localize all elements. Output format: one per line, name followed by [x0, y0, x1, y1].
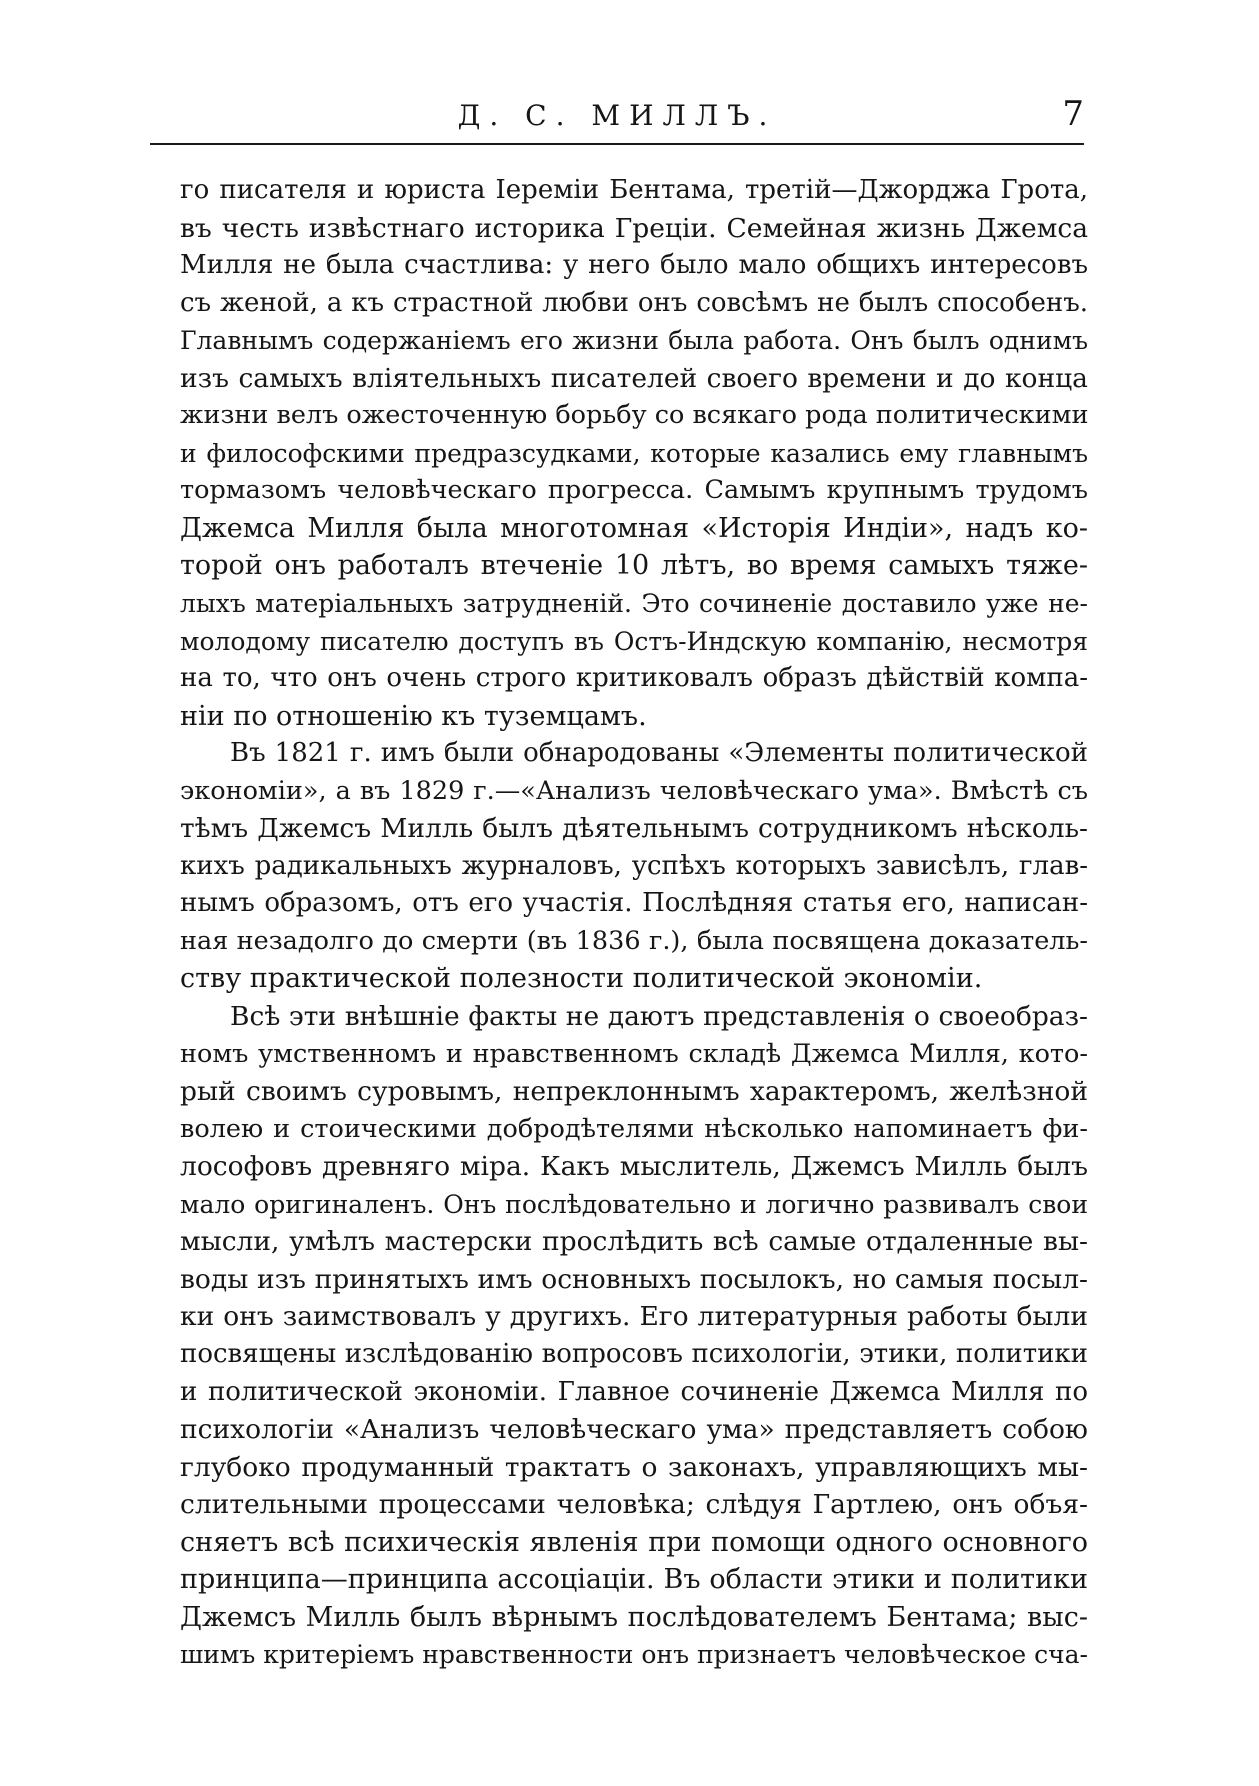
text-line: лософовъ древняго міра. Какъ мыслитель, Джемсъ Милль былъ — [180, 1151, 1088, 1183]
text-line: го писателя и юриста Іереміи Бентама, третій—Джорджа Грота, — [180, 175, 1088, 205]
page-number: 7 — [1062, 94, 1084, 134]
body-text — [180, 172, 1088, 1674]
text-line: слительными процессами человѣка; слѣдуя Гартлею, онъ объя- — [180, 1489, 1088, 1521]
text-line: ніи по отношенію къ туземцамъ. — [180, 700, 647, 732]
text-line: ки онъ заимствовалъ у другихъ. Его литературныя работы были — [180, 1301, 1088, 1333]
text-line: лыхъ матеріальныхъ затрудненій. Это сочиненіе доставило уже не- — [180, 589, 1088, 619]
text-line: на то, что онъ очень строго критиковалъ образъ дѣйствій компа- — [180, 663, 1088, 694]
text-line: посвящены изслѣдованію вопросовъ психологіи, этики, политики — [180, 1338, 1088, 1369]
text-line: нымъ образомъ, отъ его участія. Послѣдняя статья его, написан- — [180, 888, 1088, 919]
text-line: молодому писателю доступъ въ Остъ-Индскую компанію, несмотря — [180, 626, 1088, 656]
text-line: шимъ критеріемъ нравственности онъ признаетъ человѣческое сча- — [180, 1640, 1088, 1670]
text-line: мысли, умѣлъ мастерски прослѣдить всѣ самые отдаленные вы- — [180, 1226, 1088, 1258]
text-line: торой онъ работалъ втеченіе 10 лѣтъ, во время самыхъ тяже- — [180, 550, 1088, 582]
text-line: Джемса Милля была многотомная «Исторія Индіи», надъ ко- — [180, 512, 1088, 544]
paragraph-1 — [180, 172, 1088, 735]
text-line: Всѣ эти внѣшніе факты не даютъ представленія о своеобраз- — [230, 1001, 1088, 1033]
text-line: кихъ радикальныхъ журналовъ, успѣхъ которыхъ зависѣлъ, глав- — [180, 850, 1088, 881]
text-line: въ честь извѣстнаго историка Греціи. Семейная жизнь Джемса — [180, 212, 1088, 244]
text-line: мало оригиналенъ. Онъ послѣдовательно и логично развивалъ свои — [180, 1189, 1088, 1219]
text-line: экономіи», а въ 1829 г.—«Анализъ человѣческаго ума». Вмѣстѣ съ — [180, 775, 1088, 806]
text-line: жизни велъ ожесточенную борьбу со всякаго рода политическими — [180, 400, 1088, 431]
text-line: и философскими предразсудками, которые казались ему главнымъ — [180, 438, 1088, 468]
text-line: тѣмъ Джемсъ Милль былъ дѣятельнымъ сотрудникомъ нѣсколь- — [180, 813, 1088, 845]
text-line: рый своимъ суровымъ, непреклоннымъ характеромъ, желѣзной — [180, 1076, 1088, 1108]
text-line: принципа—принципа ассоціаціи. Въ области этики и политики — [180, 1564, 1088, 1596]
text-line: глубоко продуманный трактатъ о законахъ, управляющихъ мы- — [180, 1451, 1088, 1483]
running-title: Д. С. МИЛЛЪ. — [457, 99, 777, 132]
paragraph-2 — [180, 735, 1088, 998]
header-rule — [150, 143, 1084, 145]
text-line: ству практической полезности политической экономіи. — [180, 963, 983, 995]
text-line: психологіи «Анализъ человѣческаго ума» представляетъ собою — [180, 1414, 1088, 1446]
text-line: ная незадолго до смерти (въ 1836 г.), была посвящена доказатель- — [180, 925, 1088, 956]
paragraph-3 — [180, 998, 1088, 1674]
text-line: воды изъ принятыхъ имъ основныхъ посылокъ, но самыя посыл- — [180, 1263, 1088, 1295]
text-line: Въ 1821 г. имъ были обнародованы «Элементы политической — [230, 738, 1088, 769]
text-line: сняетъ всѣ психическія явленія при помощи одного основного — [180, 1526, 1088, 1558]
text-line: тормазомъ человѣческаго прогресса. Самымъ крупнымъ трудомъ — [180, 475, 1088, 506]
text-line: и политической экономіи. Главное сочиненіе Джемса Милля по — [180, 1376, 1088, 1407]
text-line: волею и стоическими добродѣтелями нѣсколько напоминаетъ фи- — [180, 1113, 1088, 1144]
text-line: Главнымъ содержаніемъ его жизни была работа. Онъ былъ однимъ — [180, 326, 1088, 356]
text-line: съ женой, а къ страстной любви онъ совсѣмъ не былъ способенъ. — [180, 287, 1088, 318]
running-header — [150, 96, 1084, 142]
text-line: Милля не была счастлива: у него было мало общихъ интересовъ — [180, 250, 1088, 281]
text-line: Джемсъ Милль былъ вѣрнымъ послѣдователемъ Бентама; выс- — [180, 1601, 1088, 1633]
text-line: номъ умственномъ и нравственномъ складѣ Джемса Милля, кото- — [180, 1038, 1088, 1069]
text-line: изъ самыхъ вліятельныхъ писателей своего времени и до конца — [180, 362, 1088, 394]
